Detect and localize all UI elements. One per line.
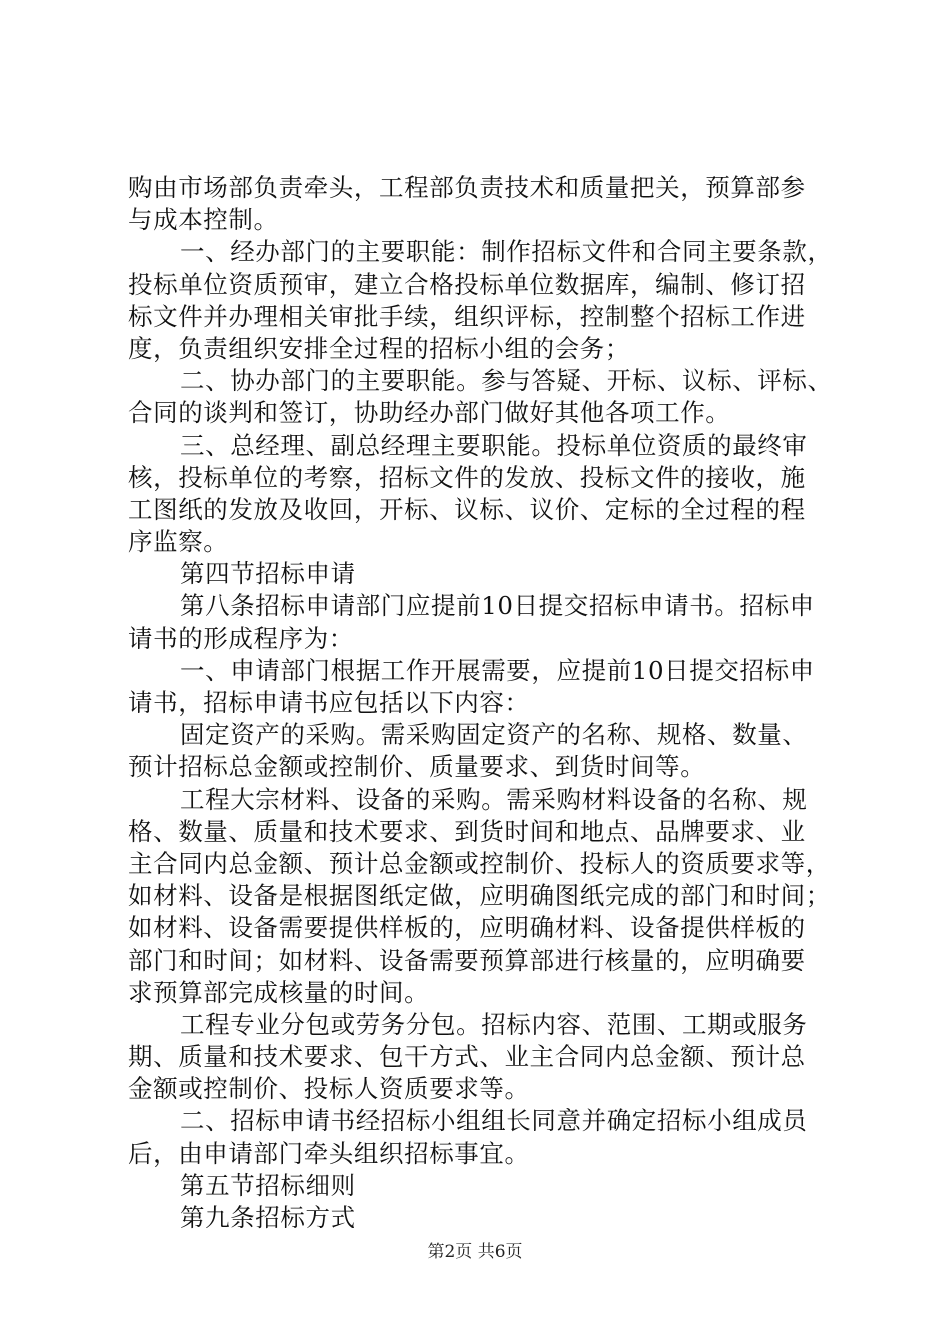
text-line-27: 工程专业分包或劳务分包。招标内容、范围、工期或服务 xyxy=(180,1009,808,1039)
text-line-14: 第八条招标申请部门应提前10日提交招标申请书。招标申 xyxy=(180,591,815,621)
text-line-6: 度，负责组织安排全过程的招标小组的会务； xyxy=(128,333,630,363)
text-line-15: 请书的形成程序为： xyxy=(128,623,354,653)
text-line-5: 标文件并办理相关审批手续，组织评标，控制整个招标工作进 xyxy=(128,301,806,331)
text-line-10: 核，投标单位的考察，招标文件的发放、投标文件的接收，施 xyxy=(128,462,806,492)
text-line-11: 工图纸的发放及收回，开标、议标、议价、定标的全过程的程 xyxy=(128,494,806,524)
text-line-29: 金额或控制价、投标人资质要求等。 xyxy=(128,1074,530,1104)
text-line-28: 期、质量和技术要求、包干方式、业主合同内总金额、预计总 xyxy=(128,1042,806,1072)
text-line-23: 如材料、设备是根据图纸定做，应明确图纸完成的部门和时间； xyxy=(128,881,831,911)
text-line-31: 后，由申请部门牵头组织招标事宜。 xyxy=(128,1138,530,1168)
text-line-9: 三、总经理、副总经理主要职能。投标单位资质的最终审 xyxy=(180,430,808,460)
text-line-30: 二、招标申请书经招标小组组长同意并确定招标小组成员 xyxy=(180,1106,808,1136)
text-line-7: 二、协办部门的主要职能。参与答疑、开标、议标、评标、 xyxy=(180,366,833,396)
text-line-24: 如材料、设备需要提供样板的，应明确材料、设备提供样板的 xyxy=(128,913,806,943)
text-line-19: 预计招标总金额或控制价、质量要求、到货时间等。 xyxy=(128,752,706,782)
text-line-18: 固定资产的采购。需采购固定资产的名称、规格、数量、 xyxy=(180,720,808,750)
text-line-4: 投标单位资质预审，建立合格投标单位数据库，编制、修订招 xyxy=(128,269,806,299)
text-line-3: 一、经办部门的主要职能：制作招标文件和合同主要条款， xyxy=(180,237,833,267)
section-heading-4: 第四节招标申请 xyxy=(180,559,356,589)
text-line-17: 请书，招标申请书应包括以下内容： xyxy=(128,688,530,717)
document-body xyxy=(128,172,834,1234)
page-footer: 第2页 共6页 xyxy=(427,1242,523,1262)
text-line-22: 主合同内总金额、预计总金额或控制价、投标人的资质要求等， xyxy=(128,848,831,878)
text-line-16: 一、申请部门根据工作开展需要，应提前10日提交招标申 xyxy=(180,655,815,685)
section-heading-5: 第五节招标细则 xyxy=(180,1170,356,1200)
article-heading-9: 第九条招标方式 xyxy=(180,1203,356,1232)
text-line-2: 与成本控制。 xyxy=(128,205,279,235)
text-line-8: 合同的谈判和签订，协助经办部门做好其他各项工作。 xyxy=(128,398,731,428)
text-line-12: 序监察。 xyxy=(128,527,229,557)
text-line-20: 工程大宗材料、设备的采购。需采购材料设备的名称、规 xyxy=(180,784,808,814)
text-line-1: 购由市场部负责牵头，工程部负责技术和质量把关，预算部参 xyxy=(128,173,806,202)
text-line-21: 格、数量、质量和技术要求、到货时间和地点、品牌要求、业 xyxy=(128,816,806,846)
text-line-26: 求预算部完成核量的时间。 xyxy=(128,977,430,1007)
text-line-25: 部门和时间；如材料、设备需要预算部进行核量的，应明确要 xyxy=(128,945,806,975)
